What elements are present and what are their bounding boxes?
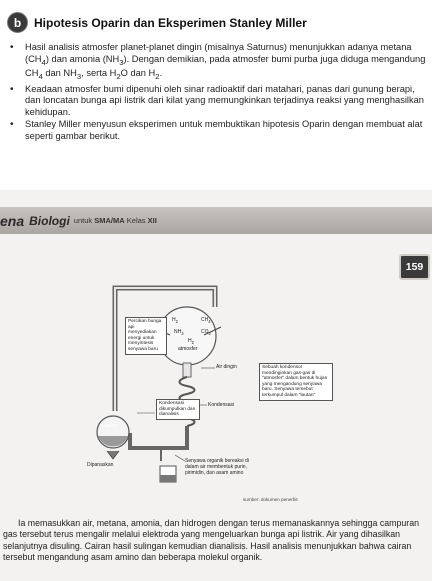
- image-source: sumber: dokumen penerbit: [243, 497, 298, 502]
- flask-neck: [183, 363, 191, 377]
- gas-h2: $H_2$: [172, 317, 178, 324]
- gas-ch4: $CH_4$: [201, 317, 211, 324]
- book-header-bar: [0, 207, 432, 234]
- ocean-water: [98, 436, 128, 446]
- section-heading: [7, 12, 307, 33]
- book-subtitle: untuk SMA/MA Kelas XII: [73, 216, 157, 225]
- kondensasi-label: Kondensasi: [208, 402, 235, 408]
- gas-co2: $CO_2$: [201, 329, 211, 336]
- gas-h2-lower: $H_2$: [188, 338, 194, 345]
- return-tube: [161, 426, 187, 448]
- section-badge: b: [7, 12, 28, 33]
- organic-note: Senyawa organik bereaksi di dalam air membentuk purin, pirimidin, dan asam amino: [185, 458, 249, 476]
- air-dingin-label: Air dingin: [216, 364, 237, 370]
- condenser-note: Sebuah kondensor mendinginkan gas-gas di "atmosfer" dalam bentuk hujan yang mengandung senyawa baru. Senyawa tersebut terkumpul dalam "lautan": [259, 363, 333, 401]
- bullet-list: [8, 42, 428, 143]
- atmosfer-label: atmosfer: [178, 346, 198, 352]
- top-page: [0, 0, 432, 190]
- brand-fragment: ena: [0, 212, 25, 229]
- brand-word: Biologi: [29, 213, 70, 228]
- lautan-label: Lautan: [102, 423, 118, 429]
- section-title: Hipotesis Oparin dan Eksperimen Stanley Miller: [34, 15, 307, 30]
- beaker-sample: [160, 475, 176, 482]
- pointer-organic: [175, 455, 185, 461]
- dipanaskan-label: Dipanaskan: [87, 462, 114, 468]
- spark-note: Percikan bunga api menyediakan energi untuk menyintesis senyawa baru: [125, 317, 167, 355]
- bullet-item-energy: • Keadaan atmosfer bumi dipenuhi oleh sinar radioaktif dari matahari, panas dari gunung berapi, dan loncatan bunga api listrik dari kilat yang memungkinkan terjadinya reaksi yang menghasilkan kehidupan.: [8, 84, 428, 119]
- miller-apparatus-diagram: [75, 283, 345, 495]
- body-paragraph: Ia memasukkan air, metana, amonia, dan hidrogen dengan terus memanaskannya sehingga campuran gas tersebut terus mengalir melalui elektroda yang mengeluarkan bunga api listrik. Air yang dihasilkan selanjutnya disuling. Cairan hasil sulingan kemudian dianalisis. Hasil analisis menunjukkan bahwa cairan tersebut mengandung asam amino dan beberapa molekul organik.: [3, 518, 419, 562]
- bullet-item-atmosphere: • Hasil analisis atmosfer planet-planet dingin (misalnya Saturnus) menunjukkan adanya metana $(CH_4)$ dan amonia $(NH_3)$. Dengan demikian, pada atmosfer bumi purba juga diduga mengandung $CH_4$ dan $NH_3$, serta $H_2O$ dan $H_2$.: [8, 42, 428, 83]
- page-number: 159: [399, 254, 430, 280]
- bullet-item-miller: • Stanley Miller menyusun eksperimen untuk membuktikan hipotesis Oparin dengan membuat alat seperti gambar berikut.: [8, 119, 428, 142]
- kondensasi-note: Kondensasi dikumpulkan dan dianalisis: [156, 399, 200, 420]
- trap-tube: [130, 433, 161, 448]
- heater-flame: [107, 451, 119, 459]
- gas-nh3: $NH_3$: [174, 329, 184, 336]
